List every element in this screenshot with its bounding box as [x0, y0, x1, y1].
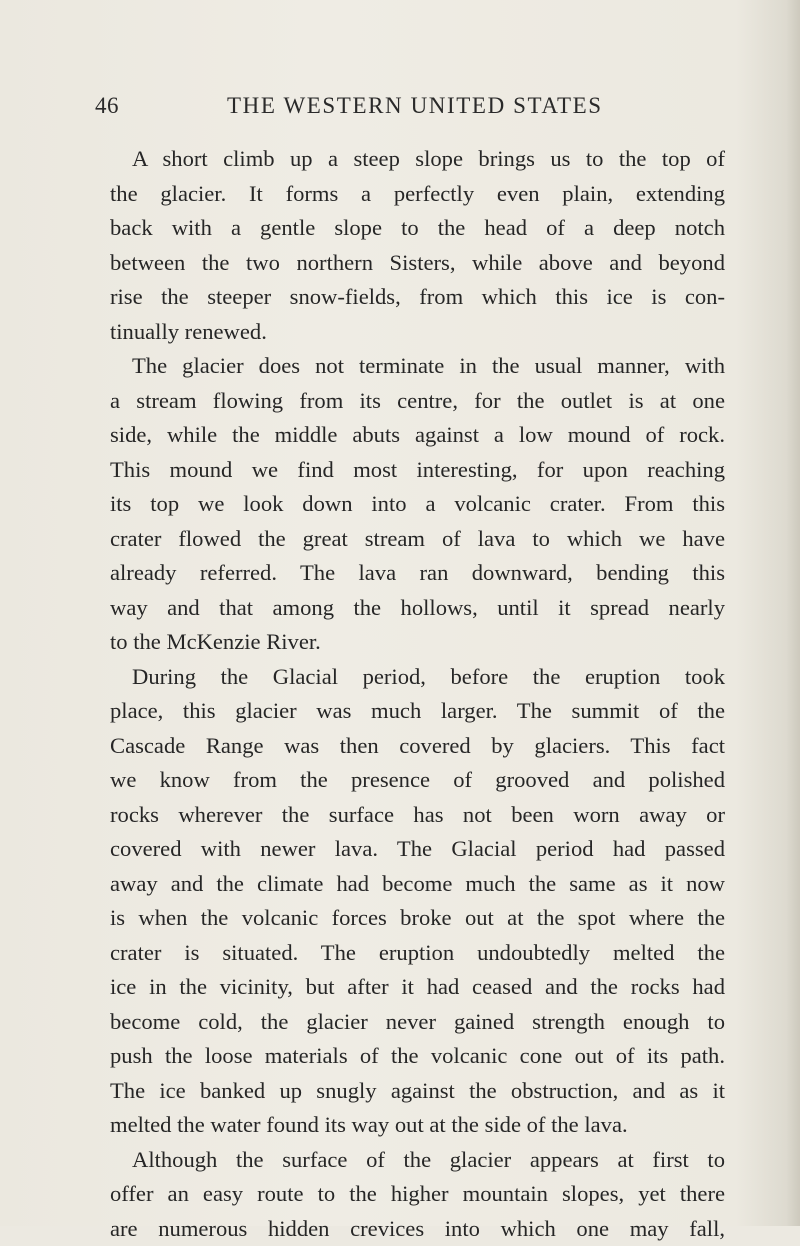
- text-line: This mound we find most interesting, for upon reaching: [110, 453, 725, 488]
- text-line: Although the surface of the glacier appears at first to: [110, 1143, 725, 1178]
- text-line: offer an easy route to the higher mountain slopes, yet there: [110, 1177, 725, 1212]
- text-line: to the McKenzie River.: [110, 625, 725, 660]
- text-line: we know from the presence of grooved and polished: [110, 763, 725, 798]
- text-line: ice in the vicinity, but after it had ceased and the rocks had: [110, 970, 725, 1005]
- text-line: away and the climate had become much the same as it now: [110, 867, 725, 902]
- text-line: The glacier does not terminate in the usual manner, with: [110, 349, 725, 384]
- text-line: between the two northern Sisters, while above and beyond: [110, 246, 725, 281]
- page-number: 46: [95, 93, 119, 119]
- page-edge-shadow: [786, 0, 800, 1226]
- text-line: is when the volcanic forces broke out at the spot where the: [110, 901, 725, 936]
- text-line: crater is situated. The eruption undoubtedly melted the: [110, 936, 725, 971]
- text-line: rise the steeper snow-fields, from which this ice is con-: [110, 280, 725, 315]
- text-line: its top we look down into a volcanic crater. From this: [110, 487, 725, 522]
- text-line: the glacier. It forms a perfectly even plain, extending: [110, 177, 725, 212]
- text-line: push the loose materials of the volcanic cone out of its path.: [110, 1039, 725, 1074]
- text-line: rocks wherever the surface has not been worn away or: [110, 798, 725, 833]
- text-line: A short climb up a steep slope brings us to the top of: [110, 142, 725, 177]
- text-line: are numerous hidden crevices into which one may fall,: [110, 1212, 725, 1246]
- text-line: During the Glacial period, before the eruption took: [110, 660, 725, 695]
- text-line: side, while the middle abuts against a low mound of rock.: [110, 418, 725, 453]
- text-line: way and that among the hollows, until it spread nearly: [110, 591, 725, 626]
- text-line: already referred. The lava ran downward, bending this: [110, 556, 725, 591]
- text-line: The ice banked up snugly against the obstruction, and as it: [110, 1074, 725, 1109]
- text-line: melted the water found its way out at the side of the lava.: [110, 1108, 725, 1143]
- body-text: [110, 142, 725, 1246]
- text-line: tinually renewed.: [110, 315, 725, 350]
- running-title: THE WESTERN UNITED STATES: [227, 93, 603, 119]
- text-line: crater flowed the great stream of lava to which we have: [110, 522, 725, 557]
- text-line: place, this glacier was much larger. The summit of the: [110, 694, 725, 729]
- text-line: become cold, the glacier never gained strength enough to: [110, 1005, 725, 1040]
- text-line: a stream flowing from its centre, for the outlet is at one: [110, 384, 725, 419]
- text-line: Cascade Range was then covered by glaciers. This fact: [110, 729, 725, 764]
- page-header: [0, 93, 800, 123]
- text-line: back with a gentle slope to the head of a deep notch: [110, 211, 725, 246]
- text-line: covered with newer lava. The Glacial period had passed: [110, 832, 725, 867]
